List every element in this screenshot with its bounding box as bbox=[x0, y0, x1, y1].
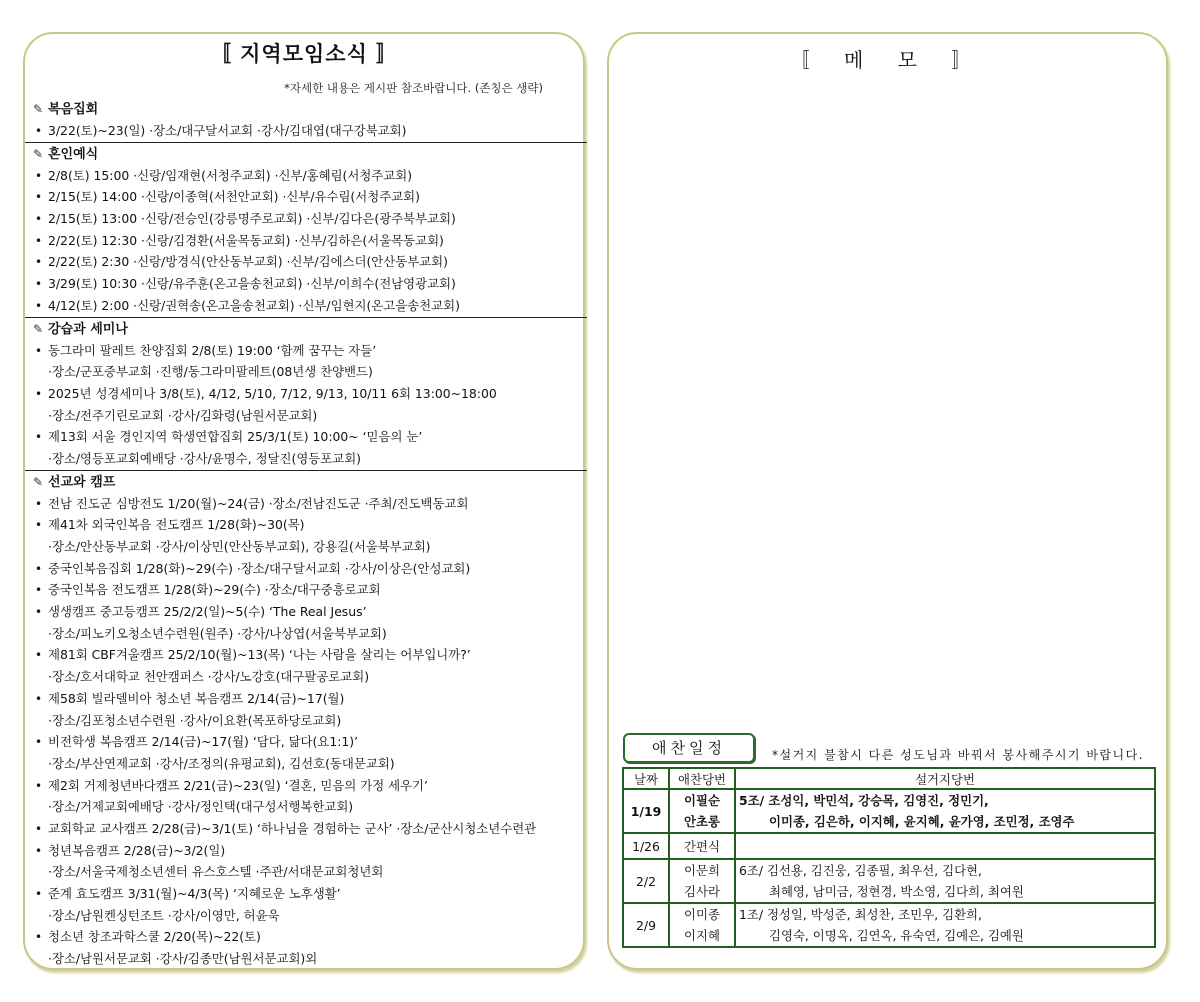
table-header-row bbox=[623, 768, 1155, 789]
dish-duty-line: 5조/ 조성익, 박민석, 강승목, 김영진, 정민기, bbox=[739, 793, 989, 808]
list-item: • 제2회 거제청년바다캠프 2/21(금)~23(일) ‘결혼, 믿음의 가정 세우기’ bbox=[25, 775, 587, 797]
list-item: • 3/22(토)~23(일) ·장소/대구달서교회 ·강사/김대엽(대구강북교회) bbox=[25, 120, 587, 142]
list-item: • 동그라미 팔레트 찬양집회 2/8(토) 19:00 ‘함께 꿈꾸는 자들’ bbox=[25, 340, 587, 362]
list-item: • 준계 효도캠프 3/31(월)~4/3(목) ‘지혜로운 노후생활’ bbox=[25, 883, 587, 905]
list-item: • 청년복음캠프 2/28(금)~3/2(일) bbox=[25, 840, 587, 862]
table-row bbox=[623, 859, 1155, 903]
list-item: • 중국인복음 전도캠프 1/28(화)~29(수) ·장소/대구중흥로교회 bbox=[25, 579, 587, 601]
column-header-date: 날짜 bbox=[623, 768, 669, 789]
list-item-detail: ·장소/거제교회예배당 ·강사/정인택(대구성서행복한교회) bbox=[48, 799, 354, 815]
pencil-icon: ✎ bbox=[33, 321, 44, 336]
date-cell: 1/26 bbox=[623, 833, 669, 859]
meal-duty-name: 김사라 bbox=[684, 884, 720, 899]
section-heading-text: 혼인예식 bbox=[48, 146, 99, 162]
list-item: • 청소년 창조과학스쿨 2/20(목)~22(토) bbox=[25, 926, 587, 948]
meal-duty-name: 이지혜 bbox=[684, 928, 720, 943]
list-item-detail: ·장소/김포청소년수련원 ·강사/이요환(목포하당로교회) bbox=[48, 712, 342, 728]
meal-duty-name: 이문희 bbox=[684, 863, 720, 878]
section-heading bbox=[25, 98, 587, 120]
section bbox=[25, 318, 587, 471]
meal-duty-name: 이필순 bbox=[684, 793, 720, 808]
column-header-dish-duty: 설거지당번 bbox=[735, 768, 1155, 789]
news-title: 〚 지역모임소식 〛 bbox=[209, 42, 399, 66]
list-item: • 제81회 CBF겨울캠프 25/2/10(월)~13(목) ‘나는 사람을 살리는 어부입니까?’ bbox=[25, 644, 587, 666]
table-row bbox=[623, 833, 1155, 859]
news-panel bbox=[23, 32, 585, 970]
list-item: • 2/22(토) 12:30 ·신랑/김경환(서울목동교회) ·신부/김하은(서울목동교회) bbox=[25, 230, 587, 252]
meal-duty-cell bbox=[669, 903, 735, 947]
meal-duty-cell bbox=[669, 833, 735, 859]
meal-duty-name: 간편식 bbox=[684, 838, 720, 854]
list-item: • 2/22(토) 2:30 ·신랑/방경식(안산동부교회) ·신부/김에스더(안산동부교회) bbox=[25, 251, 587, 273]
list-item: • 4/12(토) 2:00 ·신랑/권혁송(온고을송천교회) ·신부/임현지(온고을송천교회) bbox=[25, 295, 587, 317]
list-item-detail: ·장소/남원서문교회 ·강사/김종만(남원서문교회)외 bbox=[48, 951, 318, 967]
dish-duty-line: 6조/ 김선용, 김진웅, 김종필, 최우선, 김다현, bbox=[739, 863, 982, 878]
section bbox=[25, 98, 587, 143]
list-item: • 제13회 서울 경인지역 학생연합집회 25/3/1(토) 10:00~ ‘믿음의 눈’ bbox=[25, 426, 587, 448]
dish-duty-line: 김영숙, 이명옥, 김연옥, 유숙연, 김예은, 김예원 bbox=[769, 928, 1024, 943]
list-item: • 2/8(토) 15:00 ·신랑/임재현(서청주교회) ·신부/홍혜림(서청주교회) bbox=[25, 165, 587, 187]
list-item: • 전남 진도군 심방전도 1/20(월)~24(금) ·장소/전남진도군 ·주최/진도백동교회 bbox=[25, 493, 587, 515]
list-item: • 중국인복음집회 1/28(화)~29(수) ·장소/대구달서교회 ·강사/이상은(안성교회) bbox=[25, 558, 587, 580]
list-item: • 3/29(토) 10:30 ·신랑/유주훈(온고을송천교회) ·신부/이희수(전남영광교회) bbox=[25, 273, 587, 295]
table-row bbox=[623, 789, 1155, 833]
section bbox=[25, 143, 587, 318]
list-item: • 생생캠프 중고등캠프 25/2/2(일)~5(수) ‘The Real Jesus’ bbox=[25, 601, 587, 623]
list-item: • 제58회 빌라델비아 청소년 복음캠프 2/14(금)~17(월) bbox=[25, 688, 587, 710]
pencil-icon: ✎ bbox=[33, 146, 44, 161]
list-item: • 2/15(토) 13:00 ·신랑/전승인(강릉명주로교회) ·신부/김다은(광주북부교회) bbox=[25, 208, 587, 230]
dish-duty-cell bbox=[735, 903, 1155, 947]
meal-schedule-label: 애찬일정 bbox=[623, 733, 755, 763]
meal-duty-name: 안초롱 bbox=[684, 814, 720, 829]
list-item-detail: ·장소/피노키오청소년수련원(원주) ·강사/나상엽(서울북부교회) bbox=[48, 625, 387, 641]
section-heading-text: 복음집회 bbox=[48, 102, 99, 117]
list-item-detail: ·장소/군포중부교회 ·진행/동그라미팔레트(08년생 찬양밴드) bbox=[48, 364, 373, 380]
date-cell: 2/2 bbox=[623, 859, 669, 903]
list-item-detail: ·장소/전주기린로교회 ·강사/김화령(남원서문교회) bbox=[48, 407, 318, 423]
list-item-detail: ·장소/서울국제청소년센터 유스호스텔 ·주관/서대문교회청년회 bbox=[48, 864, 384, 880]
dish-duty-cell bbox=[735, 859, 1155, 903]
pencil-icon: ✎ bbox=[33, 102, 44, 116]
list-item: • 2/15(토) 14:00 ·신랑/이종혁(서천안교회) ·신부/유수림(서청주교회) bbox=[25, 186, 587, 208]
section-heading bbox=[25, 471, 587, 493]
list-item-detail: ·장소/남원켄싱턴조트 ·강사/이영만, 허윤욱 bbox=[48, 907, 280, 923]
list-item: • 2025년 성경세미나 3/8(토), 4/12, 5/10, 7/12, 9/13, 10/11 6회 13:00~18:00 bbox=[25, 383, 587, 405]
news-sections bbox=[25, 98, 587, 970]
section-heading bbox=[25, 318, 587, 340]
dish-duty-line: 이미종, 김은하, 이지혜, 윤지혜, 윤가영, 조민정, 조영주 bbox=[769, 814, 1075, 829]
section-heading bbox=[25, 143, 587, 165]
column-header-meal-duty: 애찬당번 bbox=[669, 768, 735, 789]
list-item-detail: ·장소/호서대학교 천안캠퍼스 ·강사/노강호(대구팔공로교회) bbox=[48, 669, 370, 685]
table-row bbox=[623, 903, 1155, 947]
dish-duty-cell bbox=[735, 833, 1155, 859]
memo-title: 〚 메 모 〛 bbox=[789, 48, 986, 72]
list-item-detail: ·장소/안산동부교회 ·강사/이상민(안산동부교회), 강용길(서울북부교회) bbox=[48, 539, 431, 554]
pencil-icon: ✎ bbox=[33, 474, 44, 489]
meal-duty-cell bbox=[669, 789, 735, 833]
section-heading-text: 강습과 세미나 bbox=[48, 321, 128, 337]
date-cell: 1/19 bbox=[623, 789, 669, 833]
meal-duty-name: 이미종 bbox=[684, 907, 720, 922]
meal-duty-cell bbox=[669, 859, 735, 903]
dishwashing-note: *설거지 불참시 다른 성도님과 바꿔서 봉사해주시기 바랍니다. bbox=[772, 748, 1145, 762]
list-item: • 비전학생 복음캠프 2/14(금)~17(월) ‘담다, 닮다(요1:1)’ bbox=[25, 731, 587, 753]
list-item-detail: ·장소/영등포교회예배당 ·강사/윤명수, 정달진(영등포교회) bbox=[48, 450, 362, 466]
dish-duty-line: 최혜영, 남미금, 정현경, 박소영, 김다희, 최여원 bbox=[769, 884, 1024, 899]
date-cell: 2/9 bbox=[623, 903, 669, 947]
list-item-detail: ·장소/부산연제교회 ·강사/조정의(유평교회), 김선호(동대문교회) bbox=[48, 755, 395, 771]
reference-note: *자세한 내용은 게시판 참조바랍니다. (존칭은 생략) bbox=[284, 81, 543, 95]
meal-schedule-table bbox=[622, 767, 1156, 948]
dish-duty-cell bbox=[735, 789, 1155, 833]
dish-duty-line: 1조/ 정성일, 박성준, 최성찬, 조민우, 김환희, bbox=[739, 907, 982, 922]
list-item: • 교회학교 교사캠프 2/28(금)~3/1(토) ‘하나님을 경험하는 군사’ ·장소/군산시청소년수련관 bbox=[25, 818, 587, 840]
section bbox=[25, 471, 587, 970]
section-heading-text: 선교와 캠프 bbox=[48, 474, 116, 490]
list-item: • 제41차 외국인복음 전도캠프 1/28(화)~30(목) bbox=[25, 514, 587, 536]
